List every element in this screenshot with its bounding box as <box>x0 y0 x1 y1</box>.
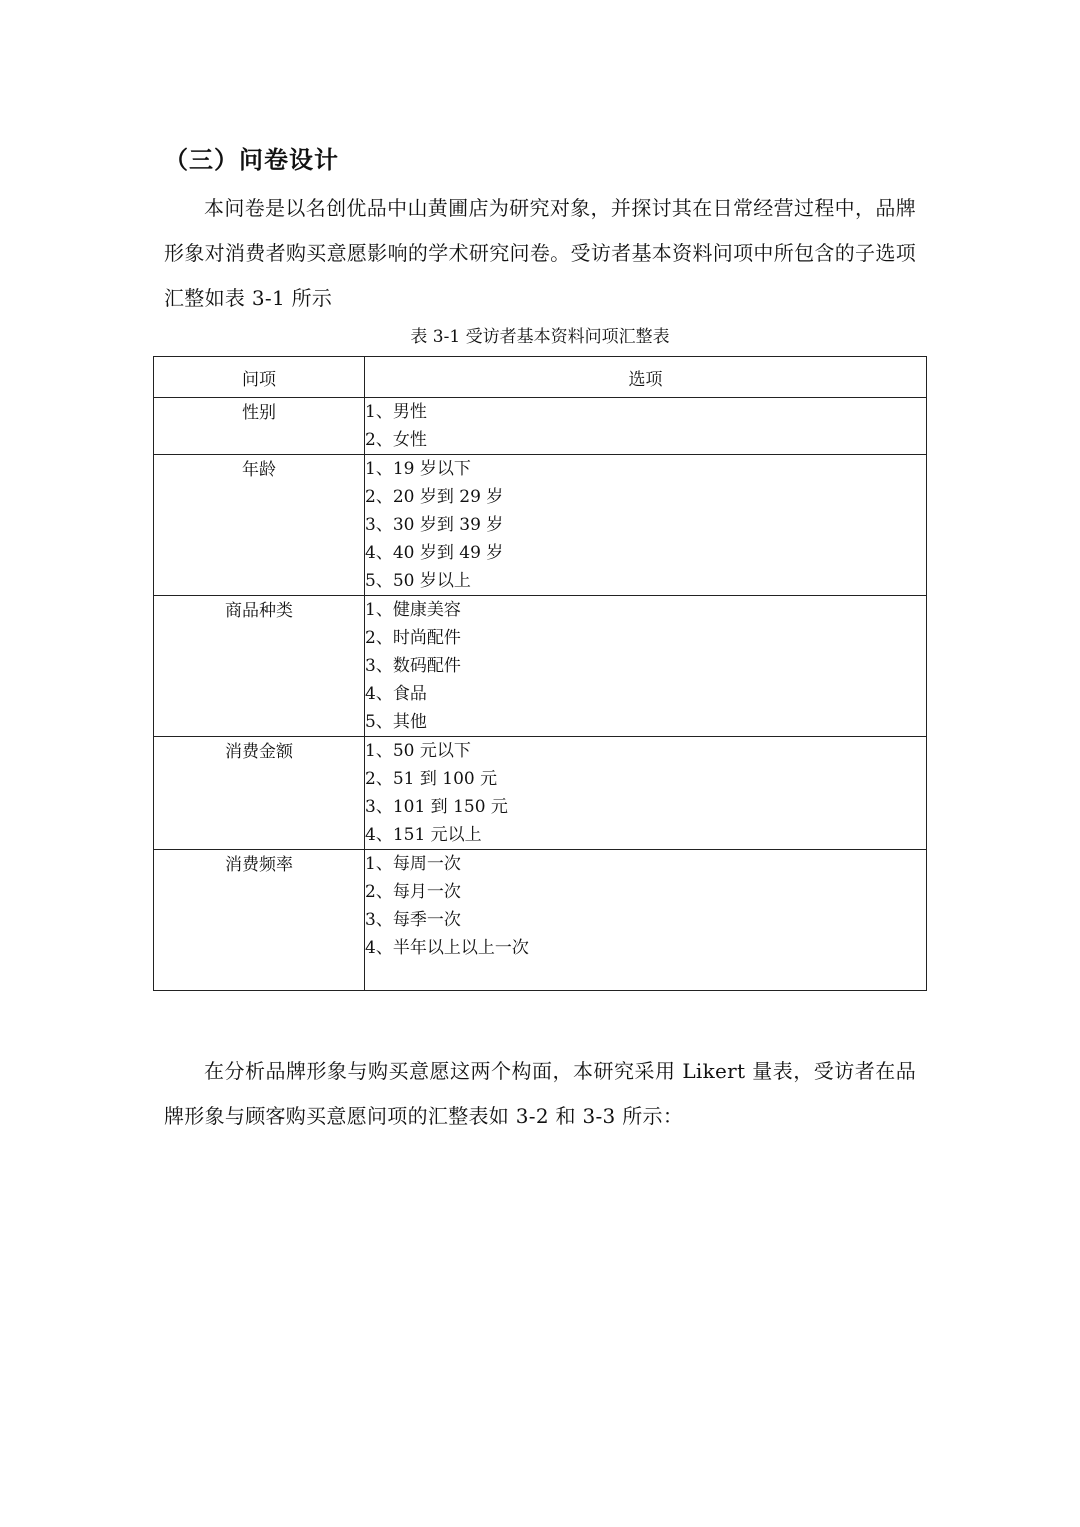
table-row <box>154 455 927 596</box>
table-caption: 表 3-1 受访者基本资料问项汇整表 <box>410 327 670 347</box>
option: 3、每季一次 <box>365 910 461 930</box>
options-spending-amount <box>365 737 927 850</box>
likert-paragraph: 在分析品牌形象与购买意愿这两个构面，本研究采用 Likert 量表，受访者在品牌形象与顾客购买意愿问项的汇整表如 3-2 和 3-3 所示： <box>164 1059 916 1128</box>
options-age <box>365 455 927 596</box>
header-item: 问项 <box>154 357 365 398</box>
option: 5、50 岁以上 <box>365 571 471 591</box>
table-row <box>154 596 927 737</box>
option: 1、男性 <box>365 402 427 422</box>
option: 1、每周一次 <box>365 854 461 874</box>
item-spending-amount: 消费金额 <box>154 737 365 850</box>
options-product-category <box>365 596 927 737</box>
option: 5、其他 <box>365 712 427 732</box>
option: 1、健康美容 <box>365 600 461 620</box>
option: 2、51 到 100 元 <box>365 769 498 789</box>
option: 4、151 元以上 <box>365 825 482 845</box>
item-gender: 性别 <box>154 398 365 455</box>
section-heading: （三）问卷设计 <box>164 146 339 174</box>
option: 4、40 岁到 49 岁 <box>365 543 504 563</box>
option: 4、食品 <box>365 684 427 704</box>
table-header-row <box>154 357 927 398</box>
table-row <box>154 398 927 455</box>
option: 2、时尚配件 <box>365 628 461 648</box>
table-row <box>154 850 927 991</box>
header-options: 选项 <box>365 357 927 398</box>
option: 1、19 岁以下 <box>365 459 471 479</box>
option: 2、女性 <box>365 430 427 450</box>
table-row <box>154 737 927 850</box>
option: 3、数码配件 <box>365 656 461 676</box>
options-gender <box>365 398 927 455</box>
option: 3、30 岁到 39 岁 <box>365 515 504 535</box>
blank-line <box>365 962 926 990</box>
option: 1、50 元以下 <box>365 741 471 761</box>
intro-paragraph: 本问卷是以名创优品中山黄圃店为研究对象，并探讨其在日常经营过程中，品牌形象对消费者购买意愿影响的学术研究问卷。受访者基本资料问项中所包含的子选项汇整如表 3-1 所示 <box>164 196 916 310</box>
option: 2、每月一次 <box>365 882 461 902</box>
option: 3、101 到 150 元 <box>365 797 508 817</box>
item-product-category: 商品种类 <box>154 596 365 737</box>
option: 2、20 岁到 29 岁 <box>365 487 504 507</box>
option: 4、半年以上以上一次 <box>365 938 529 958</box>
item-spending-frequency: 消费频率 <box>154 850 365 991</box>
respondent-info-table <box>153 356 927 991</box>
item-age: 年龄 <box>154 455 365 596</box>
options-spending-frequency <box>365 850 927 991</box>
